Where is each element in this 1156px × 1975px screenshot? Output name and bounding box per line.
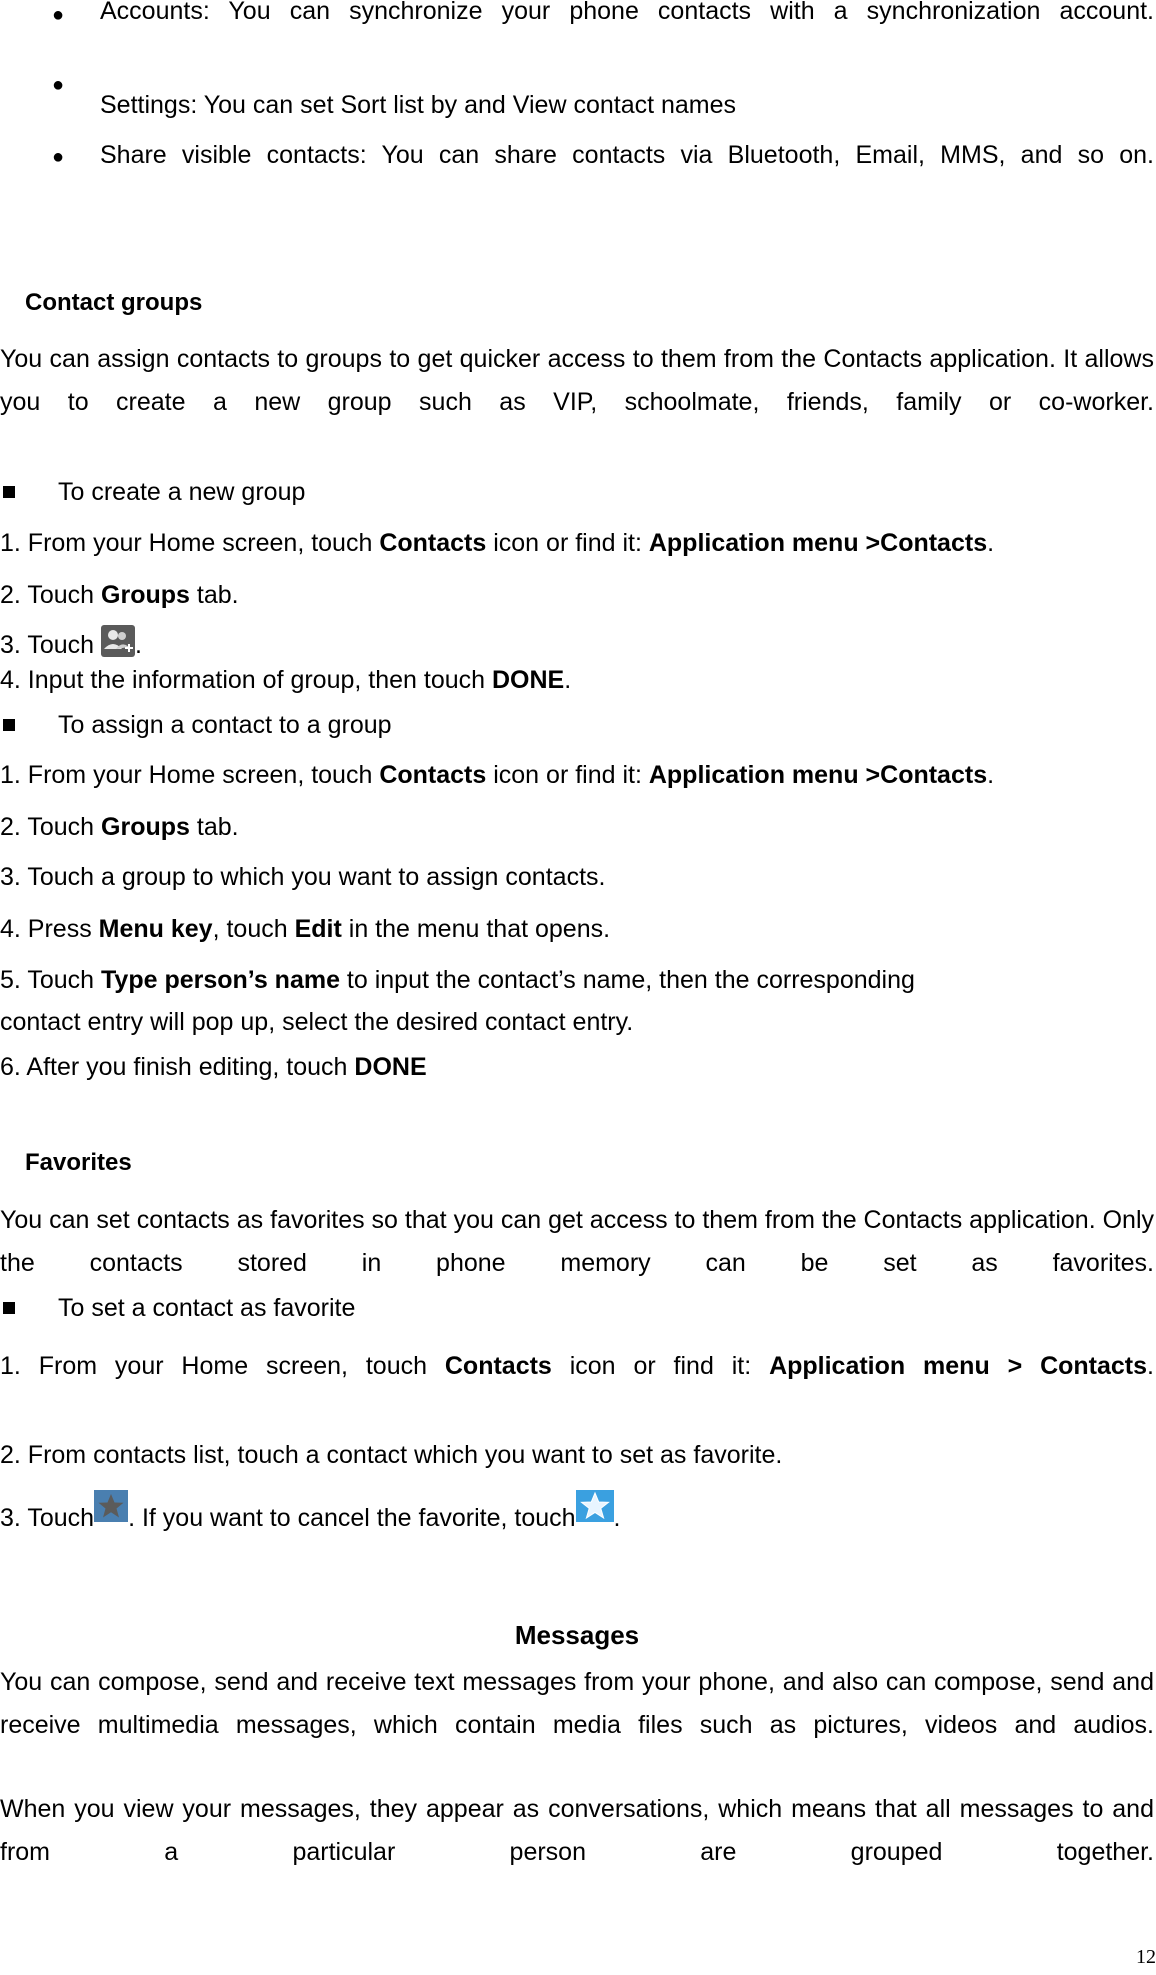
assign-step-5: 5. Touch Type person’s name to input the contact’s name, then the corresponding xyxy=(0,966,915,994)
bullet-dot: ● xyxy=(52,4,65,26)
assign-step-1: 1. From your Home screen, touch Contacts icon or find it: Application menu >Contacts. xyxy=(0,761,995,789)
assign-step-4: 4. Press Menu key, touch Edit in the menu that opens. xyxy=(0,915,611,943)
section-heading-favorites: Favorites xyxy=(25,1149,132,1176)
bullet-dot: ● xyxy=(52,74,65,96)
bullet-settings: Settings: You can set Sort list by and View contact names xyxy=(100,91,737,119)
page-number: 12 xyxy=(1136,1946,1156,1968)
favorite-step-3: 3. Touch . If you want to cancel the favorite, touch . xyxy=(0,1490,621,1533)
assign-step-2: 2. Touch Groups tab. xyxy=(0,813,239,841)
bullet-accounts: Accounts: You can synchronize your phone contacts with a synchronization account. xyxy=(100,0,1154,25)
create-step-4: 4. Input the information of group, then touch DONE. xyxy=(0,666,572,694)
messages-para-1: You can compose, send and receive text messages from your phone, and also can compose, send and receive multimedia messages, which contain media files such as pictures, videos and audios. xyxy=(0,1668,1154,1739)
favorite-step-2: 2. From contacts list, touch a contact which you want to set as favorite. xyxy=(0,1441,783,1469)
messages-para-2: When you view your messages, they appear as conversations, which means that all messages to and from a particular person are grouped together. xyxy=(0,1795,1154,1866)
create-step-2: 2. Touch Groups tab. xyxy=(0,581,239,609)
section-heading-messages: Messages xyxy=(514,1620,640,1650)
star-blue-icon xyxy=(576,1490,614,1529)
star-filled-icon xyxy=(94,1490,128,1529)
add-group-icon xyxy=(101,625,135,664)
section-heading-contact-groups: Contact groups xyxy=(25,289,203,316)
assign-step-5-cont: contact entry will pop up, select the desired contact entry. xyxy=(0,1008,634,1036)
bullet-share: Share visible contacts: You can share contacts via Bluetooth, Email, MMS, and so on. xyxy=(100,141,1154,169)
square-bullet xyxy=(3,719,15,731)
bullet-dot: ● xyxy=(52,146,65,168)
set-favorite-title: To set a contact as favorite xyxy=(58,1294,356,1322)
create-group-title: To create a new group xyxy=(58,478,306,506)
favorites-intro: You can set contacts as favorites so that you can get access to them from the Contacts application. Only the contacts stored in phone memory can be set as favorites. xyxy=(0,1206,1154,1277)
square-bullet xyxy=(3,1302,15,1314)
square-bullet xyxy=(3,486,15,498)
assign-step-3: 3. Touch a group to which you want to assign contacts. xyxy=(0,863,606,891)
assign-group-title: To assign a contact to a group xyxy=(58,711,392,739)
create-step-3: 3. Touch . xyxy=(0,625,142,664)
assign-step-6: 6. After you finish editing, touch DONE xyxy=(0,1053,427,1081)
favorite-step-1: 1. From your Home screen, touch Contacts icon or find it: Application menu > Contacts. xyxy=(0,1352,1154,1380)
create-step-1: 1. From your Home screen, touch Contacts icon or find it: Application menu >Contacts. xyxy=(0,529,995,557)
contact-groups-intro: You can assign contacts to groups to get quicker access to them from the Contacts application. It allows you to create a new group such as VIP, schoolmate, friends, family or co-worker. xyxy=(0,345,1154,416)
